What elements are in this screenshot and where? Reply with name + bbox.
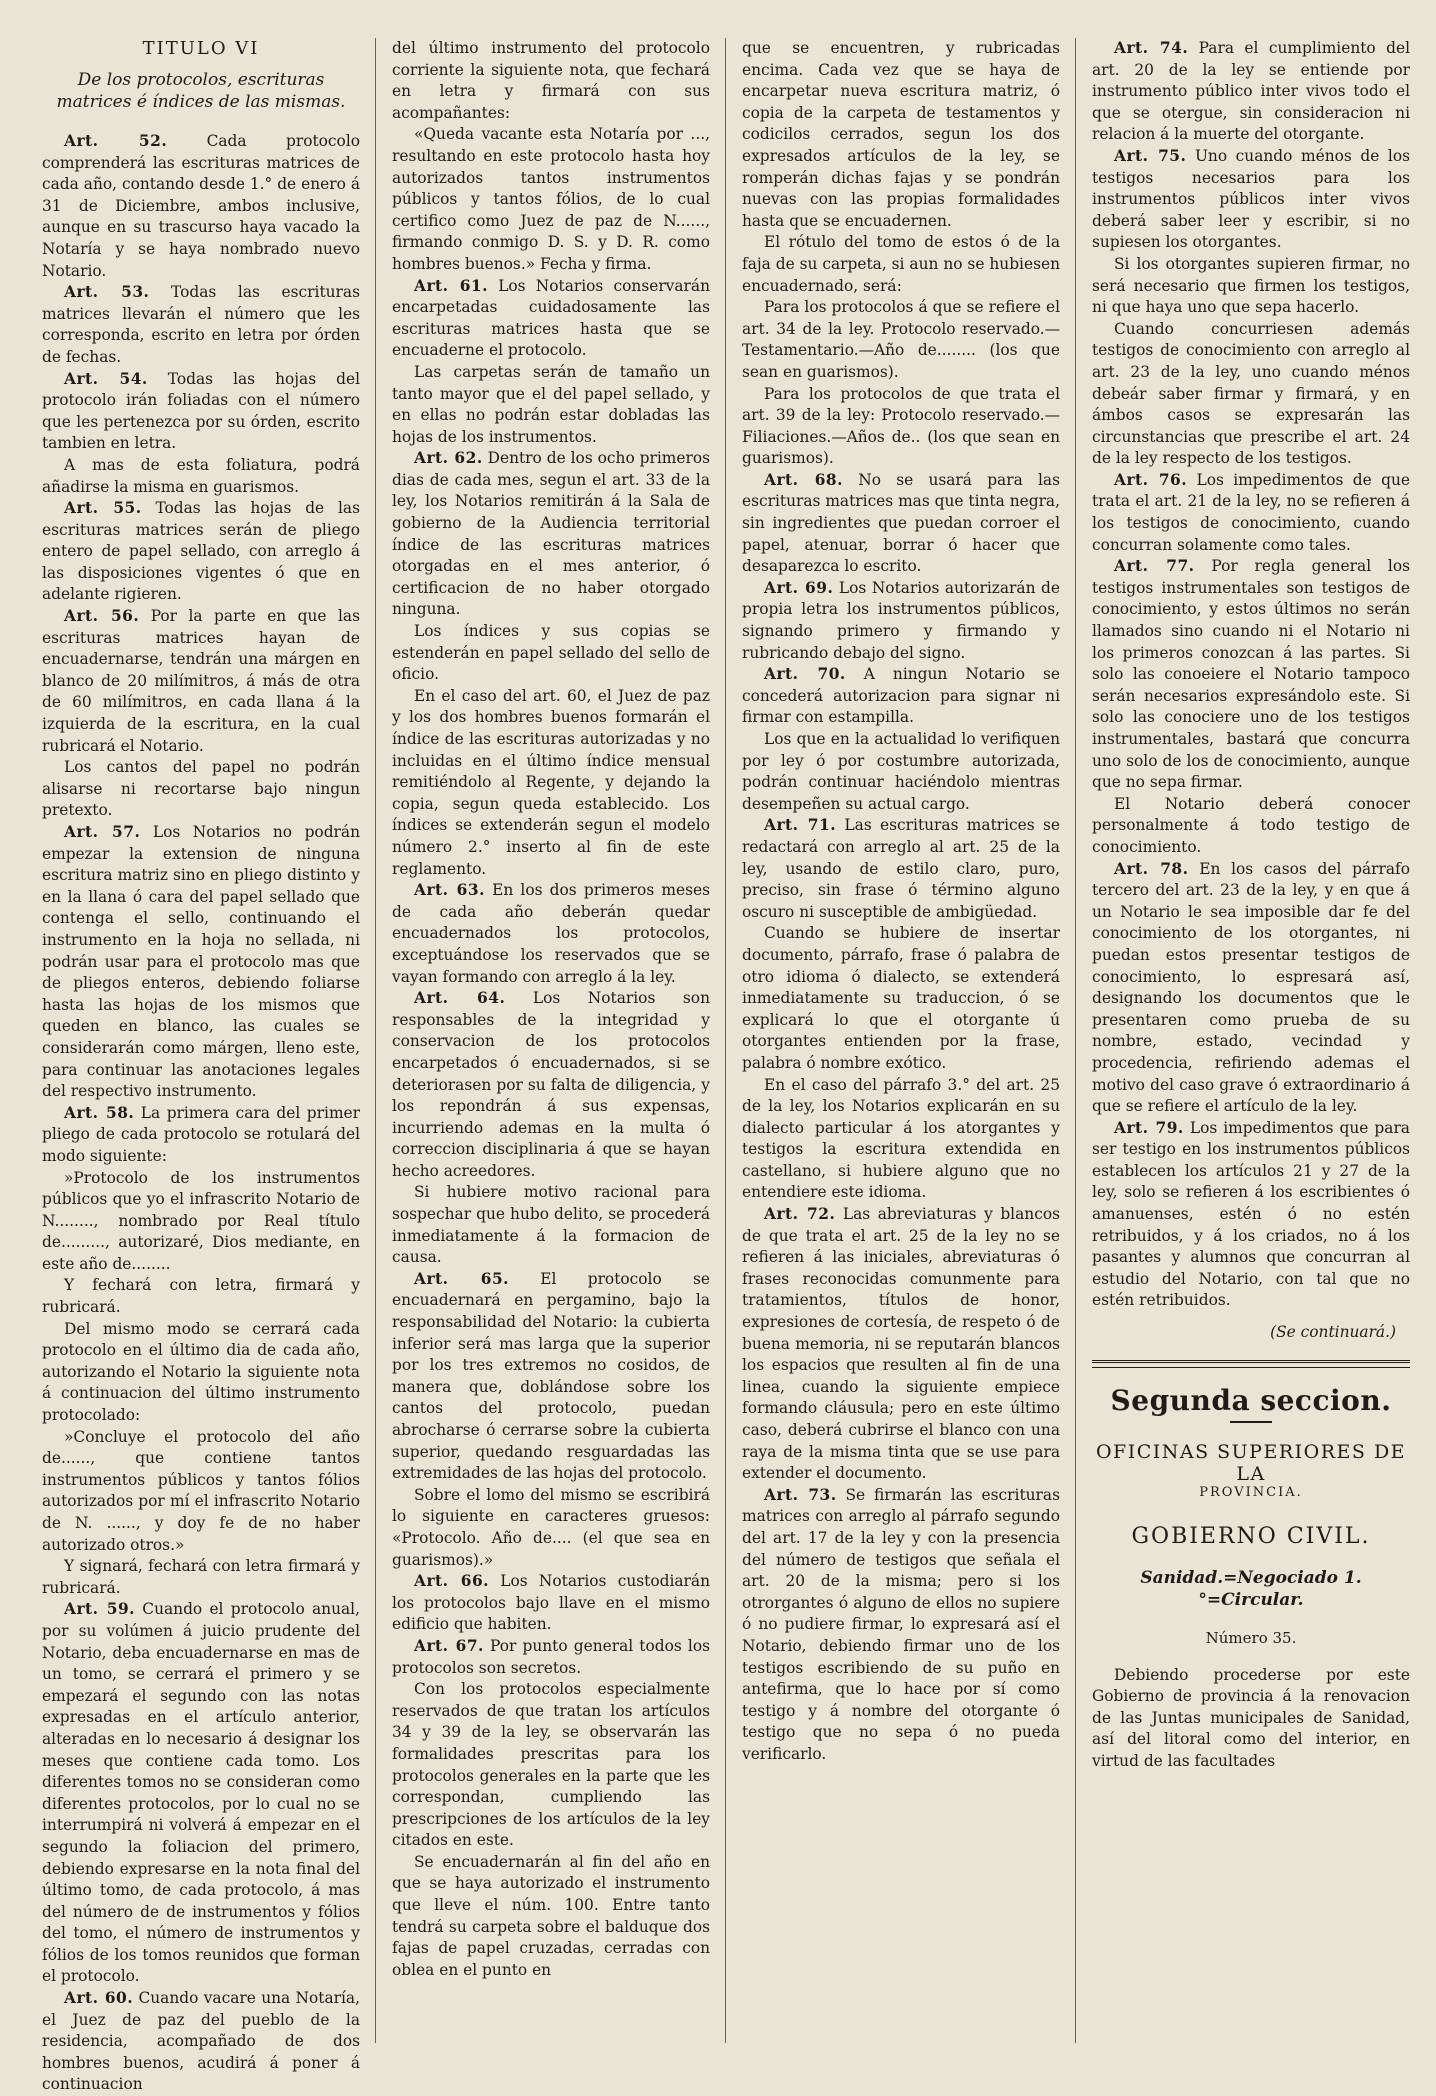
paragraph-text: Para los protocolos á que se refiere el art. 34 de la ley. Protocolo reservado.—Testamentario.—Año de........ (los que sean en guarismos). — [742, 298, 1060, 381]
paragraph-text: Sobre el lomo del mismo se escribirá lo siguiente en caracteres gruesos: «Protocolo. Año de.... (el que sea en guarismos).» — [392, 1485, 710, 1569]
article-number: Art. 54. — [64, 369, 148, 388]
article-paragraph — [392, 276, 710, 362]
paragraph-text: Cuando el protocolo anual, por su volúmen á juicio prudente del Notario, deba encuadernarse en mas de un tomo, se cerrará el primero y se empezará el segundo con las notas expresadas en el artículo anterior, alteradas en lo necesario á designar los meses que contiene cada tomo. Los diferentes tomos no se consideran como diferentes protocolos, por lo cual no se interrumpirá ni volverá á empezar en el segundo la foliacion del primero, debiendo expresarse en la nota final del último tomo, de cada protocolo, á mas del número de de instrumentos y fólios del tomo, el número de instrumentos y fólios de los tomos reunidos que forman el protocolo. — [42, 1600, 360, 1986]
paragraph-text: Por punto general todos los protocolos son secretos. — [392, 1636, 710, 1677]
paragraphs — [392, 38, 710, 1981]
paragraph-text: La primera cara del primer pliego de cada protocolo se rotulará del modo siguiente: — [42, 1103, 360, 1165]
paragraph — [42, 1275, 360, 1318]
paragraph — [392, 1679, 710, 1852]
paragraph-text: El Notario deberá conocer personalmente á todo testigo de conocimiento. — [1092, 794, 1410, 856]
article-paragraph — [42, 131, 360, 282]
paragraphs — [1092, 38, 1410, 1312]
paragraph — [1092, 319, 1410, 470]
section-subtitle: De los protocolos, escrituras matrices é índices de las mismas. — [56, 70, 346, 112]
article-paragraph — [1092, 146, 1410, 254]
article-number: Art. 65. — [414, 1269, 510, 1288]
article-number: Art. 57. — [64, 823, 141, 841]
paragraph — [392, 1182, 710, 1268]
section-heading: TITULO VI — [142, 38, 260, 59]
paragraph-text: Si hubiere motivo racional para sospechar que hubo delito, se procederá inmediatamente á la formacion de causa. — [392, 1183, 710, 1267]
paragraph-text: Las abreviaturas y blancos de que trata el art. 25 de la ley no se refieren á las iniciales, abreviaturas ó frases reconocidas comunmente para tratamientos, títulos de honor, expresiones de cortesía, de respeto ó de buena memoria, ni se reputarán blancos los espacios que resulten al fin de una linea, cuando la siguiente empiece formando cláusula; pero en este último caso, deberá cubrirse el blanco con una raya de la misma tinta que se use para extender el documento. — [742, 1205, 1060, 1483]
paragraph-text: Los Notarios autorizarán de propia letra los instrumentos públicos, signando primero y firmando y rubricando debajo del signo. — [742, 578, 1060, 662]
paragraph — [392, 1485, 710, 1571]
paragraph — [742, 384, 1060, 470]
paragraph — [1092, 794, 1410, 859]
offices-subtitle: PROVINCIA. — [1199, 1484, 1303, 1500]
paragraph-text: Los impedimentos que para ser testigo en los instrumentos públicos establecen los artículos 21 y 27 de la ley, solo se refieren á los escribientes ó amanuenses, estén ó no estén retribuidos, y á los criados, no á los pasantes y alumnos que concurran al estudio del Notario, con tal que no estén retribuidos. — [1092, 1118, 1410, 1310]
paragraph — [742, 38, 1060, 232]
paragraph-text: Los impedimentos de que trata el art. 21 de la ley, no se refieren á los testigos de conocimiento, cuando concurran solamente como tales. — [1092, 470, 1410, 554]
article-paragraph — [742, 664, 1060, 729]
article-number: Art. 78. — [1114, 859, 1189, 878]
paragraph — [42, 757, 360, 822]
paragraph — [392, 621, 710, 686]
paragraph — [42, 1319, 360, 1427]
paragraph-text: Los Notarios conservarán encarpetadas cuidadosamente las escrituras matrices hasta que se encuaderne el protocolo. — [392, 276, 710, 360]
paragraph-text: Todas las hojas del protocolo irán foliadas con el número que les pertenezca por su órden, escrito tambien en letra. — [42, 369, 360, 453]
paragraph — [1092, 254, 1410, 319]
article-number: Art. 52. — [64, 132, 168, 150]
paragraph-text: Por la parte en que las escrituras matrices hayan de encuadernarse, tendrán una márgen en blanco de 20 milímitros, á más de otra de 60 milímitros, en cada llana á la izquierda de la escritura, en la cual rubricará el Notario. — [42, 607, 360, 755]
paragraph-text: Los índices y sus copias se estenderán en papel sellado del sello de oficio. — [392, 622, 710, 684]
paragraph-text: Del mismo modo se cerrará cada protocolo en el último dia de cada año, autorizando el Notario la siguiente nota á continuacion del último instrumento protocolado: — [42, 1319, 360, 1425]
section-divider — [1092, 1360, 1410, 1368]
article-paragraph — [1092, 470, 1410, 556]
paragraph-text: »Concluye el protocolo del año de......, que contiene tantos instrumentos públicos y tantos fólios autorizados por mí el infrascrito Notario de N. ......, y doy fe de no haber autorizado otros.» — [42, 1427, 360, 1554]
article-number: Art. 79. — [1114, 1118, 1184, 1137]
article-paragraph — [42, 1103, 360, 1168]
paragraph-text: Para el cumplimiento del art. 20 de la ley se entiende por instrumento público inter vivos todo el que se otergue, sin consideracion ni relacion á la muerte del otorgante. — [1092, 39, 1410, 144]
article-paragraph — [1092, 859, 1410, 1118]
column-2 — [382, 38, 720, 2043]
article-number: Art. 68. — [764, 470, 843, 489]
paragraph-text: El rótulo del tomo de estos ó de la faja de su carpeta, si aun no se hubiesen encuadernado, será: — [742, 233, 1060, 295]
article-number: Art. 61. — [414, 276, 488, 295]
paragraph-text: En el caso del art. 60, el Juez de paz y los dos hombres buenos formarán el índice de las escrituras autorizadas y no incluidas en el último índice mensual remitiéndolo al Regente, y dejando la copia, segun queda establecido. Los índices se extenderán segun el modelo número 2.° inserto al fin de este reglamento. — [392, 686, 710, 878]
article-number: Art. 71. — [764, 816, 837, 835]
paragraph-text: En los casos del párrafo tercero del art. 23 de la ley, y en que á un Notario le sea imposible dar fe del conocimiento de los otorgantes, ni puedan estos presentar testigos de conocimiento, lo espresará así, designando los documentos que le presentaren como prueba de su nombre, estado, vecindad y procedencia, refiriendo ademas el motivo del caso grave ó extraordinario á que se refiere el artículo de la ley. — [1092, 859, 1410, 1116]
paragraph-text: No se usará para las escrituras matrices mas que tinta negra, sin ingredientes que puedan corroer el papel, atenuar, borrar ó hacer que desaparezca lo escrito. — [742, 470, 1060, 576]
paragraph-text: Las carpetas serán de tamaño un tanto mayor que el del papel sellado, y en ellas no podrán estar dobladas las hojas de los instrumentos. — [392, 362, 710, 446]
paragraph — [742, 232, 1060, 297]
paragraph-text: Los Notarios custodiarán los protocolos bajo llave en el mismo edificio que habiten. — [392, 1572, 710, 1634]
article-paragraph — [392, 1636, 710, 1679]
article-number: Art. 58. — [64, 1103, 135, 1122]
paragraph-text: Se firmarán las escrituras matrices con arreglo al párrafo segundo del art. 17 de la ley y con la presencia del número de testigos que señala el art. 20 de la misma; pero si los otrorgantes ó alguno de ellos no supiere ó no pudiere firmar, lo expresará así el Notario, debiendo firmar uno de los testigos escribiendo de su puño en antefirma, que lo hace por sí como testigo y á nombre del otorgante ó testigo que no sepa ó no pueda verificarlo. — [742, 1485, 1060, 1763]
article-number: Art. 66. — [414, 1572, 490, 1591]
paragraph-text: A ningun Notario se concederá autorizacion para signar ni firmar con estampilla. — [742, 665, 1060, 727]
paragraph-text: A mas de esta foliatura, podrá añadirse la misma en guarismos. — [42, 455, 360, 496]
continuation-note: (Se continuará.) — [1270, 1323, 1396, 1342]
paragraph — [742, 729, 1060, 815]
paragraph — [742, 1075, 1060, 1205]
paragraph-text: Por regla general los testigos instrumentales son testigos de conocimiento, y estos últimos no serán llamados sino cuando ni el Notario ni los primeros conozcan á las partes. Si solo las conoeiere el Notario tampoco serán necesarios expresándolo este. Si solo las conociere uno de los testigos instrumentales, bastará que concurra uno solo de los de conocimiento, aunque que no sepa firmar. — [1092, 557, 1410, 792]
paragraphs — [742, 38, 1060, 1766]
column-1 — [32, 38, 370, 2094]
paragraph — [742, 923, 1060, 1074]
circular-text: Debiendo procederse por este Gobierno de provincia á la renovacion de las Juntas municipales de Sanidad, así del litoral como del interior, en virtud de las facultades — [1092, 1665, 1410, 1770]
paragraph-text: Cuando vacare una Notaría, el Juez de paz del pueblo de la residencia, acompañado de dos hombres buenos, acudirá á poner á continuacion — [42, 1989, 360, 2094]
paragraph-text: del último instrumento del protocolo corriente la siguiente nota, que fechará en letra y firmará con sus acompañantes: — [392, 39, 710, 122]
article-number: Art. 62. — [414, 449, 483, 468]
article-number: Art. 67. — [414, 1636, 484, 1655]
article-paragraph — [42, 822, 360, 1103]
article-paragraph — [42, 282, 360, 368]
article-paragraph — [392, 988, 710, 1182]
paragraph-text: Los que en la actualidad lo verifiquen por ley ó por costumbre autorizada, podrán continuar haciéndolo mientras desempeñen su actual cargo. — [742, 730, 1060, 813]
article-paragraph — [42, 1988, 360, 2096]
offices-title: OFICINAS SUPERIORES DE LA — [1095, 1440, 1407, 1485]
article-number: Art. 60. — [64, 1989, 134, 2008]
paragraph-text: Cada protocolo comprenderá las escrituras matrices de cada año, contando desde 1.° de enero á 31 de Diciembre, ambos inclusive, aunque en su trascurso haya vacado la Notaría y se haya nombrado nuevo Notario. — [42, 132, 361, 280]
article-paragraph — [1092, 1118, 1410, 1312]
paragraph — [392, 686, 710, 880]
paragraph-text: Cuando concurriesen además testigos de conocimiento con arreglo al art. 23 de la ley, uno cuando ménos debeár saber firmar y firmará, y en ámbos casos se expresarán las circunstancias que prescribe el art. 24 de la ley respecto de los testigos. — [1092, 319, 1410, 468]
paragraph-text: Los Notarios son responsables de la integridad y conservacion de los protocolos encarpetados ó encuadernados, si se deteriorasen por su falta de diligencia, y los repondrán á sus expensas, incurriendo ademas en la multa ó correccion disciplinaria á que se hayan hecho acreedores. — [392, 989, 710, 1180]
paragraph-text: En los dos primeros meses de cada año deberán quedar encuadernados los protocolos, exceptuándose los reservados que se vayan formando con arreglo á la ley. — [392, 881, 710, 986]
section-title: Segunda seccion. — [1110, 1383, 1392, 1417]
paragraph-text: Y signará, fechará con letra firmará y rubricará. — [42, 1557, 360, 1597]
paragraph-text: Uno cuando ménos de los testigos necesarios para los instrumentos públicos inter vivos deberá saber leer y escribir, si no supiesen los otorgantes. — [1092, 146, 1411, 252]
article-paragraph — [1092, 38, 1410, 146]
article-number: Art. 73. — [764, 1485, 837, 1504]
article-paragraph — [392, 1269, 710, 1485]
article-number: Art. 74. — [1114, 39, 1189, 57]
paragraph — [392, 1852, 710, 1982]
article-number: Art. 59. — [64, 1600, 136, 1619]
paragraph — [42, 1427, 360, 1557]
article-paragraph — [392, 1571, 710, 1636]
paragraph-text: Los Notarios no podrán empezar la extension de ninguna escritura matriz sino en pliego distinto y en la llana ó cara del papel sellado que contenga el sello, continuando el instrumento en la hoja no sellada, ni podrán usar para el protocolo mas que de pliegos enteros, debiendo foliarse hasta las hojas de los mismos que queden en blanco, las cuales se considerarán como márgen, lleno este, para continuar las anotaciones legales del respectivo instrumento. — [42, 823, 360, 1101]
article-number: Art. 56. — [64, 607, 140, 626]
paragraph-text: Todas las escrituras matrices llevarán el número que les corresponda, escrito en letra por órden de fechas. — [42, 283, 360, 366]
paragraph — [42, 455, 360, 498]
column-4 — [1082, 38, 1420, 2043]
article-number: Art. 72. — [764, 1205, 836, 1224]
paragraph-text: Para los protocolos de que trata el art. 39 de la ley: Protocolo reservado.—Filiaciones.—Años de.. (los que sean en guarismos). — [742, 384, 1060, 468]
article-number: Art. 77. — [1114, 557, 1195, 576]
circular-number: Número 35. — [1205, 1628, 1297, 1647]
article-number: Art. 55. — [64, 499, 142, 518]
circular-heading: Sanidad.=Negociado 1.°=Circular. — [1140, 1567, 1362, 1610]
paragraph-text: Todas las hojas de las escrituras matrices serán de pliego entero de papel sellado, con arreglo á las disposiciones vigentes ó que en adelante rigieren. — [42, 499, 360, 604]
paragraph-text: Si los otorgantes supieren firmar, no será necesario que firmen los testigos, ni que haya uno que sepa hacerlo. — [1092, 254, 1410, 317]
paragraph-text: que se encuentren, y rubricadas encima. Cada vez que se haya de encarpetar nueva escritura matriz, ó copia de la carpeta de testamentos y codicilos cerrados, segun los dos expresados artículos de la ley, se romperán dichas fajas y se pondrán nuevas con las propias formalidades hasta que se encuadernen. — [742, 39, 1060, 230]
gobierno-heading: GOBIERNO CIVIL. — [1131, 1523, 1371, 1549]
article-paragraph — [742, 578, 1060, 664]
article-paragraph — [742, 815, 1060, 923]
article-paragraph — [1092, 556, 1410, 794]
paragraph-text: Cuando se hubiere de insertar documento, párrafo, frase ó palabra de otro idioma ó dialecto, se extenderá inmediatamente su traduccion, ó se explicará lo que el otorgante ú otorgantes entienden por la frase, palabra ó nombre exótico. — [742, 924, 1060, 1072]
article-number: Art. 69. — [764, 578, 834, 597]
paragraph — [392, 38, 710, 124]
article-paragraph — [742, 1485, 1060, 1766]
paragraph — [742, 297, 1060, 383]
article-paragraph — [742, 470, 1060, 578]
paragraph-text: Se encuadernarán al fin del año en que se haya autorizado el instrumento que lleve el núm. 100. Entre tanto tendrá su carpeta sobre el balduque dos fajas de papel cruzadas, cerradas con oblea en el punto en — [392, 1852, 710, 1979]
paragraph-text: El protocolo se encuadernará en pergamino, bajo la responsabilidad del Notario: la cubierta inferior será mas larga que la superior por los tres extremos no cosidos, de manera que, doblándose sobre los cantos del protocolo, puedan abrocharse ó cerrarse sobre la cubierta superior, quedando resguardadas las extremidades de las hojas del protocolo. — [392, 1269, 710, 1483]
article-number: Art. 76. — [1114, 470, 1188, 489]
paragraph-text: Los cantos del papel no podrán alisarse ni recortarse bajo ningun pretexto. — [42, 758, 360, 820]
paragraph — [42, 1168, 360, 1276]
article-paragraph — [392, 448, 710, 621]
article-paragraph — [392, 880, 710, 988]
title-dash — [1230, 1421, 1272, 1423]
article-paragraph — [42, 606, 360, 757]
paragraph-text: Con los protocolos especialmente reservados de que tratan los artículos 34 y 39 de la ley, se observarán las formalidades prescritas para los protocolos generales en la parte que les correspondan, cumpliendo las prescripciones de los artículos de la ley citados en este. — [392, 1680, 710, 1850]
column-3 — [732, 38, 1070, 2043]
paragraph-text: Las escrituras matrices se redactará con arreglo al art. 25 de la ley, usando de estilo claro, puro, preciso, sin frase ó término alguno oscuro ni susceptible de ambigüedad. — [742, 816, 1060, 921]
article-paragraph — [42, 1599, 360, 1988]
paragraph-text: »Protocolo de los instrumentos públicos que yo el infrascrito Notario de N........, nombrado por Real título de........., autorizaré, Dios mediante, en este año de........ — [42, 1168, 360, 1273]
article-paragraph — [42, 498, 360, 606]
article-number: Art. 63. — [414, 881, 485, 900]
paragraph-text: «Queda vacante esta Notaría por ..., resultando en este protocolo hasta hoy autorizados tantos instrumentos públicos y tantos fólios, de lo cual certifico como Juez de paz de N......, firmando conmigo D. S. y D. R. como hombres buenos.» Fecha y firma. — [392, 125, 710, 273]
article-number: Art. 64. — [414, 989, 506, 1008]
paragraph — [42, 1556, 360, 1599]
article-paragraph — [42, 369, 360, 455]
paragraph — [392, 362, 710, 448]
paragraph-text: En el caso del párrafo 3.° del art. 25 de la ley, los Notarios explicarán en su dialecto particular á los atorgantes y testigos la escritura extendida en castellano, si hubiere alguno que no entendiere este idioma. — [742, 1075, 1060, 1202]
article-number: Art. 75. — [1114, 146, 1187, 165]
paragraph-text: Dentro de los ocho primeros dias de cada mes, segun el art. 33 de la ley, los Notarios remitirán á la Sala de gobierno de la Audiencia territorial índice de las escrituras matrices otorgadas en el mes anterior, ó certificacion de no haber otorgado ninguna. — [392, 449, 710, 619]
paragraphs — [42, 131, 360, 2096]
paragraph — [392, 124, 710, 275]
article-number: Art. 70. — [764, 665, 846, 684]
article-paragraph — [742, 1204, 1060, 1485]
article-number: Art. 53. — [64, 283, 150, 302]
paragraph-text: Y fechará con letra, firmará y rubricará. — [42, 1276, 360, 1317]
